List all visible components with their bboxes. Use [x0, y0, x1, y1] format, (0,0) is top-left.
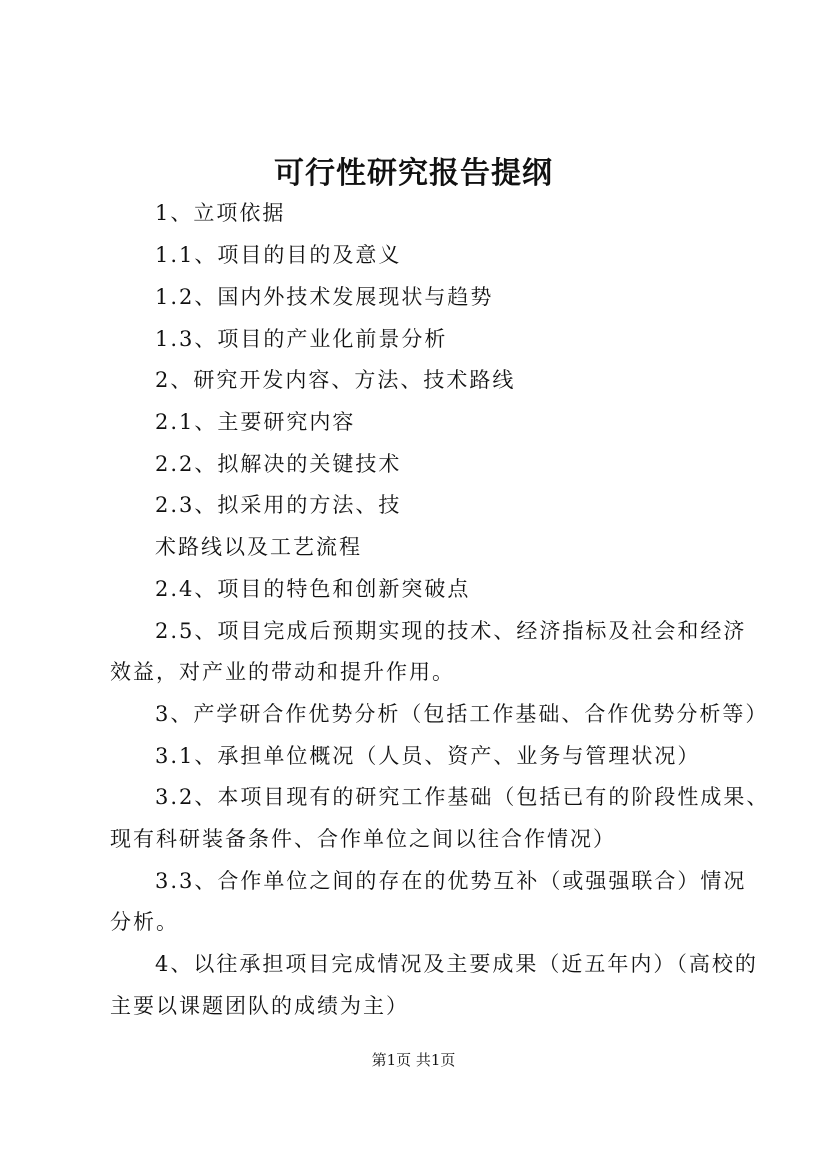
outline-line: 术路线以及工艺流程: [155, 535, 362, 559]
outline-line: 2.5、项目完成后预期实现的技术、经济指标及社会和经济: [155, 619, 747, 643]
outline-line: 1.3、项目的产业化前景分析: [155, 327, 448, 351]
outline-line: 效益，对产业的带动和提升作用。: [110, 660, 455, 684]
outline-line: 1.1、项目的目的及意义: [155, 243, 402, 267]
outline-line: 2.3、拟采用的方法、技: [155, 493, 402, 517]
outline-line: 2.1、主要研究内容: [155, 410, 356, 434]
outline-line: 现有科研装备条件、合作单位之间以往合作情况）: [110, 827, 616, 851]
outline-line: 3.1、承担单位概况（人员、资产、业务与管理状况）: [155, 744, 701, 768]
outline-line: 分析。: [110, 910, 179, 934]
outline-line: 4、以往承担项目完成情况及主要成果（近五年内）（高校的: [155, 952, 758, 976]
outline-line: 2.2、拟解决的关键技术: [155, 452, 402, 476]
outline-line: 3、产学研合作优势分析（包括工作基础、合作优势分析等）: [155, 702, 769, 726]
outline-line: 3.2、本项目现有的研究工作基础（包括已有的阶段性成果、: [155, 785, 770, 809]
outline-line: 2.4、项目的特色和创新突破点: [155, 577, 471, 601]
outline-line: 1.2、国内外技术发展现状与趋势: [155, 285, 494, 309]
outline-line: 主要以课题团队的成绩为主）: [110, 994, 409, 1018]
outline-line: 2、研究开发内容、方法、技术路线: [155, 368, 516, 392]
outline-line: 3.3、合作单位之间的存在的优势互补（或强强联合）情况: [155, 869, 747, 893]
document-title: 可行性研究报告提纲: [274, 156, 553, 191]
outline-line: 1、立项依据: [155, 201, 286, 225]
page-number-footer: 第1页 共1页: [371, 1051, 456, 1069]
